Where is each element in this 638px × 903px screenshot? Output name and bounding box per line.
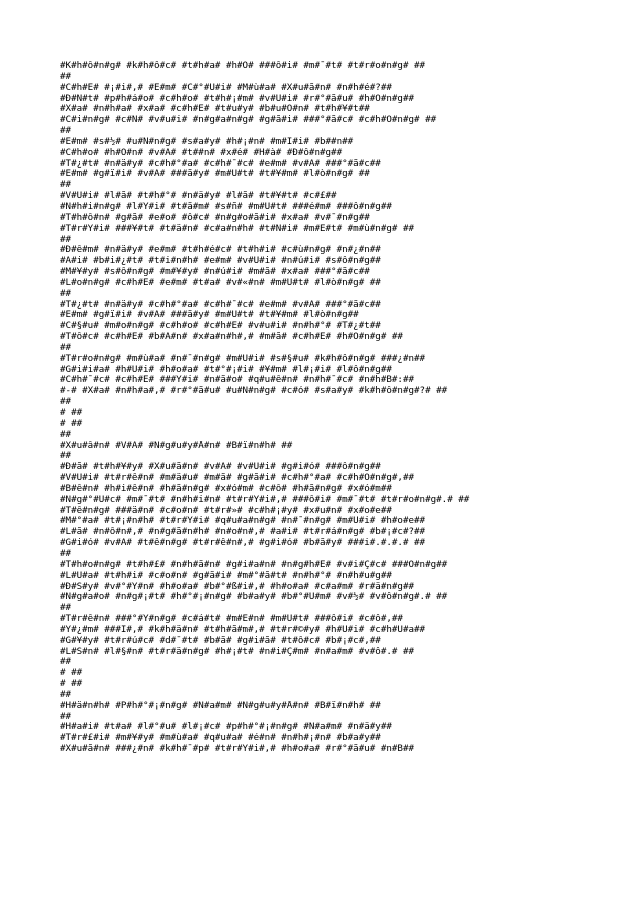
text-line: #T#r#ê#n# ###°#Ý#n#g# #c#á#t# #m#È#n# #m#Ù#t# ###ô#i# #c#ô#,##: [60, 614, 403, 625]
text-line: #E#m# #g#ï#i# #v#Ã# ###ã#y# #m#Ù#t# #t#¥#m# #l#ò#n#g# ##: [60, 169, 370, 180]
text-line: #C#i#n#g# #c#Ñ# #v#u#i# #n#g#a#n#g# #g#ã#i# ###°#ã#c# #c#h#Ó#n#g# ##: [60, 115, 437, 126]
text-line: ##: [60, 397, 72, 408]
text-line: #T#¿#t# #n#ä#y# #c#h#°#a# #c#h#¯#c# #e#m# #v#Ã# ###°#ã#c##: [60, 299, 381, 310]
text-line: # ##: [60, 668, 83, 679]
text-line: #C#h#o# #h#Ó#n# #v#Ã# #t##n# #x#é# #H#à# #Ð#ô#n#g##: [60, 147, 343, 158]
text-line: # ##: [60, 418, 83, 429]
text-line: #C#h#Ë# #¡#i#,# #E#m# #C#°#Û#i# #M#ù#a# #X#u#ã#n# #n#h#é#?##: [60, 82, 392, 93]
text-line: #Ð#Ñ#t# #p#h#á#o# #c#h#o# #t#h#¡#m# #v#Ü#i# #r#°#ã#u# #h#Ó#n#g##: [60, 93, 415, 104]
text-line: #T#h#ô#n# #g#ã# #e#o# #ô#c# #n#g#o#ã#i# #x#a# #v#¯#n#g##: [60, 212, 370, 223]
text-line: #C#h#¯#c# #c#h#Ë# ###Ý#i# #n#ã#o# #q#u#ê#n# #n#h#¯#c# #n#h#B#:##: [60, 375, 415, 386]
text-line: #L#ã# #n#ô#n#,# #n#g#ã#n#h# #n#o#n#,# #a#i# #t#r#á#n#g# #b#¡#c#?##: [60, 527, 426, 538]
text-line: #Ð#S#y# #v#°#Ý#n# #h#o#a# #b#°#ß#i#,# #h#o#a# #c#a#m# #r#ä#n#g##: [60, 581, 415, 592]
text-line: #V#Û#i# #l#ã# #t#h#°# #n#ä#y# #l#ã# #t#¥#t# #c#£##: [60, 191, 337, 202]
text-line: #T#¿#t# #n#ä#y# #c#h#°#a# #c#h#¯#c# #e#m# #v#Ã# ###°#ã#c##: [60, 158, 381, 169]
text-line: ##: [60, 71, 72, 82]
text-line: #A#i# #b#i#¿#t# #t#i#n#h# #e#m# #v#Û#i# #n#ú#i# #s#ô#n#g##: [60, 256, 381, 267]
text-line: #C#§#u# #m#o#n#g# #c#h#o# #c#h#Ë# #v#u#i# #n#h#°# #T#¿#t##: [60, 321, 381, 332]
text-line: #L#S#n# #l#§#n# #t#r#ä#n#g# #h#¡#t# #n#i#Ç#m# #n#a#m# #v#ô#.# ##: [60, 646, 415, 657]
text-line: #G#i#ó# #v#Ã# #t#ê#n#g# #t#r#ê#n#,# #g#i#ó# #b#ã#y# ###i#.#.#.# ##: [60, 538, 426, 549]
text-line: #L#o#n#g# #c#h#È# #e#m# #t#a# #v#«#n# #m#Ù#t# #l#ò#n#g# ##: [60, 277, 381, 288]
text-line: #X#a# #n#h#a# #x#a# #c#h#Ë# #t#u#y# #b#u#Ó#n# #t#h#¥#t##: [60, 104, 370, 115]
text-line: #N#g#a#o# #n#g#¡#t# #h#°#¡#n#g# #b#a#y# #b#°#Ü#m# #v#½# #v#ô#n#g#.# ##: [60, 592, 448, 603]
text-line: #T#r#o#n#g# #m#ù#a# #n#¯#n#g# #m#Û#i# #s#§#u# #k#h#ô#n#g# ###¿#n##: [60, 353, 426, 364]
text-line: #T#r#Ý#i# ###¥#t# #t#ä#n# #c#a#n#h# #t#Ñ#i# #m#È#t# #m#ù#n#g# ##: [60, 223, 415, 234]
text-line: #T#ô#c# #c#h#Ë# #b#Ã#n# #x#a#n#h#,# #m#ã# #c#h#Ë# #h#Ó#n#g# ##: [60, 332, 403, 343]
text-line: ##: [60, 603, 72, 614]
text-line: ##: [60, 288, 72, 299]
text-line: ##: [60, 126, 72, 137]
text-line: ##: [60, 180, 72, 191]
text-line: #E#m# #s#½# #u#Ñ#n#g# #s#a#y# #h#¡#n# #m#Ï#i# #b##n##: [60, 136, 354, 147]
text-line: ##: [60, 689, 72, 700]
text-line: ##: [60, 711, 72, 722]
text-line: ##: [60, 548, 72, 559]
text-line: #Ð#ã# #t#h#¥#y# #X#u#ã#n# #v#Ã# #v#Û#i# #g#i#ó# ###ô#n#g##: [60, 462, 381, 473]
text-line: ##: [60, 451, 72, 462]
text-line: ##: [60, 657, 72, 668]
text-line: #K#h#ô#n#g# #k#h#ô#c# #t#h#a# #h#Ó# ###ô#i# #m#¯#t# #t#r#o#n#g# ##: [60, 61, 426, 71]
text-line: #N#h#i#n#g# #l#Ý#i# #t#ã#m# #s#ñ# #m#Ù#t# ###é#m# ###ô#n#g##: [60, 201, 392, 212]
text-line: #H#ä#n#h# #P#h#°#¡#n#g# #N#a#m# #N#g#u#y#Å#n# #B#ï#n#h# ##: [60, 700, 381, 711]
text-line: #T#h#o#n#g# #t#h#£# #n#h#ã#n# #g#i#a#n# #n#g#h#E# #v#i#Ç#c# ###Ó#n#g##: [60, 559, 448, 570]
document-body: [60, 61, 632, 755]
text-line: #G#¥#y# #t#r#ú#c# #d#¯#t# #b#ã# #g#i#ã# #t#ô#c# #b#¡#c#,##: [60, 635, 381, 646]
text-line: #-# #X#a# #n#h#a#,# #r#°#ã#u# #u#Ñ#n#g# #c#ó# #s#a#y# #k#h#ô#n#g#?# ##: [60, 386, 448, 397]
text-line: #N#g#°#Ü#c# #m#¯#t# #n#h#i#n# #t#r#Ý#i#,# ###ô#i# #m#¯#t# #t#r#o#n#g#.# ##: [60, 494, 470, 505]
text-line: #V#Û#i# #t#r#ê#n# #m#ä#u# #m#ã# #g#ã#i# #c#h#°#a# #c#h#Ó#n#g#,##: [60, 473, 415, 484]
text-line: #X#u#â#n# #V#Ã# #N#g#u#y#Å#n# #B#ï#n#h# ##: [60, 440, 293, 451]
text-line: #E#m# #g#ï#i# #v#Ã# ###ã#y# #m#Ù#t# #t#¥#m# #l#ò#n#g##: [60, 310, 359, 321]
text-line: ##: [60, 234, 72, 245]
text-line: #X#u#ã#n# ###¿#n# #k#h#¯#p# #t#r#Ý#i#,# #h#o#a# #r#°#ã#u# #n#B##: [60, 744, 415, 755]
text-line: #M#°#a# #t#¡#n#h# #t#r#Ý#i# #q#u#a#n#g# #n#¯#n#g# #m#Û#i# #h#o#e##: [60, 516, 426, 527]
text-line: #G#i#i#a# #h#Ü#i# #h#o#a# #t#°#¡#i# #¥#m# #l#¡#i# #l#ô#n#g##: [60, 364, 392, 375]
text-line: ##: [60, 429, 72, 440]
text-line: # ##: [60, 679, 83, 690]
text-line: # ##: [60, 408, 83, 418]
text-line: #T#ê#n#g# ###ä#n# #c#o#n# #t#r#»# #c#h#¡#y# #x#u#n# #x#o#e##: [60, 505, 392, 516]
text-line: #T#r#£#i# #m#¥#y# #m#ù#a# #q#u#a# #é#n# #n#h#¡#n# #b#a#y##: [60, 733, 381, 744]
text-line: #Ð#ê#m# #n#ä#y# #e#m# #t#h#é#c# #t#h#i# #c#ù#n#g# #n#¿#n##: [60, 245, 381, 256]
text-line: #B#ê#n# #h#i#ê#n# #h#ã#n#g# #x#ó#m# #c#ô# #h#ã#n#g# #x#ó#m##: [60, 483, 392, 494]
text-line: #L#Ú#a# #t#h#i# #c#o#n# #g#ã#i# #m#°#ã#t# #n#h#°# #n#h#u#g##: [60, 570, 392, 581]
text-line: #M#¥#y# #s#ô#n#g# #m#¥#y# #n#ú#i# #m#ã# #x#a# ###°#ã#c##: [60, 267, 370, 278]
text-line: ##: [60, 342, 72, 353]
text-line: #Y#¿#m# ###Ï#,# #k#h#ä#n# #t#h#ã#m#,# #t#r#©#y# #h#Ü#i# #c#h#Ù#a##: [60, 624, 426, 635]
text-line: #H#a#i# #t#a# #l#°#u# #l#¡#c# #p#h#°#¡#n#g# #N#a#m# #n#ä#y##: [60, 722, 392, 733]
